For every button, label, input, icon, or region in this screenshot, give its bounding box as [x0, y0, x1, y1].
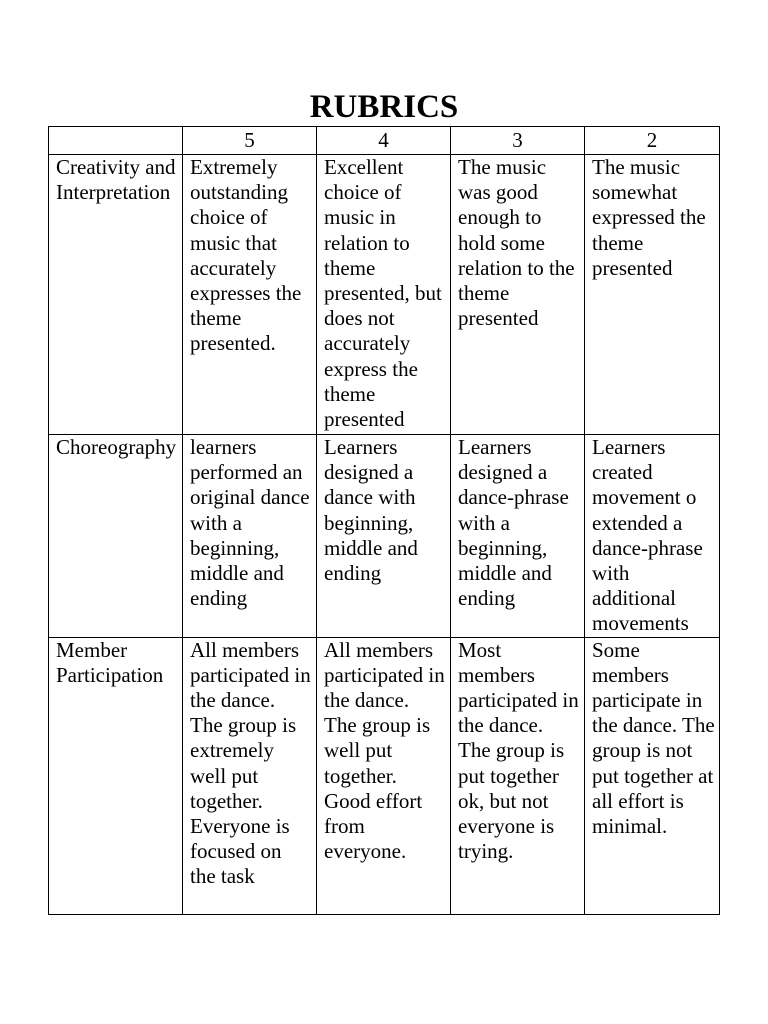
table-cell: Learners created movement o extended a dance-phrase with additional movements: [585, 435, 720, 638]
page-title: RUBRICS: [309, 89, 459, 125]
table-row: [49, 155, 720, 435]
table-cell: All members participated in the dance. The group is well put together. Good effort from everyone.: [317, 637, 451, 914]
table-cell: The music somewhat expressed the theme presented: [585, 155, 720, 435]
table-cell: Excellent choice of music in relation to theme presented, but does not accurately express the theme presented: [317, 155, 451, 435]
table-row: [49, 637, 720, 914]
table-cell: Learners designed a dance with beginning, middle and ending: [317, 435, 451, 638]
table-cell: Learners designed a dance-phrase with a beginning, middle and ending: [451, 435, 585, 638]
header-cell-score-4: 4: [317, 127, 451, 155]
table-cell: Most members participated in the dance. The group is put together ok, but not everyone is trying.: [451, 637, 585, 914]
table-cell: The music was good enough to hold some relation to the theme presented: [451, 155, 585, 435]
table-cell: learners performed an original dance with a beginning, middle and ending: [183, 435, 317, 638]
header-row: [49, 127, 720, 155]
header-cell-empty: [49, 127, 183, 155]
table-cell: Some members participate in the dance. The group is not put together at all effort is minimal.: [585, 637, 720, 914]
table-row: [49, 435, 720, 638]
table-cell: Extremely outstanding choice of music that accurately expresses the theme presented.: [183, 155, 317, 435]
criterion-cell: Creativity and Interpretation: [49, 155, 183, 435]
header-cell-score-5: 5: [183, 127, 317, 155]
rubric-table: [48, 126, 720, 915]
criterion-cell: Member Participation: [49, 637, 183, 914]
header-cell-score-2: 2: [585, 127, 720, 155]
header-cell-score-3: 3: [451, 127, 585, 155]
table-cell: All members participated in the dance. The group is extremely well put together. Everyone is focused on the task: [183, 637, 317, 914]
criterion-cell: Choreography: [49, 435, 183, 638]
